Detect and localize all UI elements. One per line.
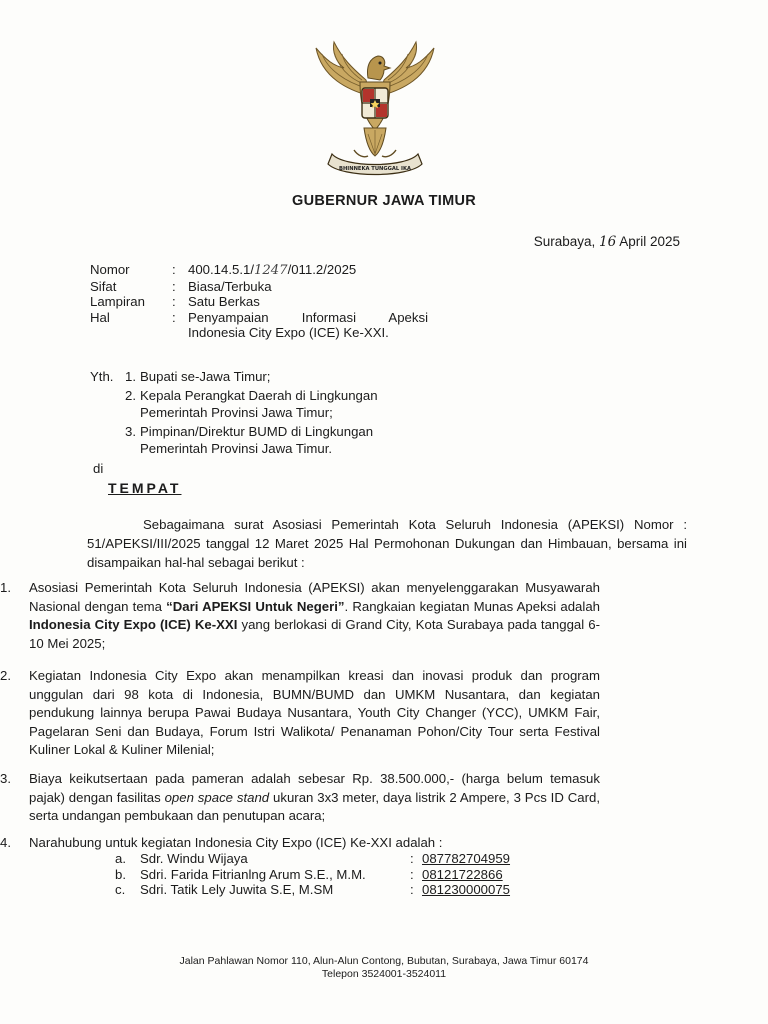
point-text: Kegiatan Indonesia City Expo akan menampilkan kreasi dan inovasi produk dan program unggulan dari 98 kota di Indonesia, BUMN/BUMD dan UMKM Nusantara, dan kegiatan pendukung lainnya berupa Pawai Budaya Nusantara, Youth City Changer (YCC), UMKM Fair, Pagelaran Seni dan Budaya, Forum Istri Walikota/ Penanaman Pohon/City Tour serta Festival Kuliner Lokal & Kuliner Milenial;: [29, 668, 600, 757]
addressee-number: 3.: [125, 424, 136, 439]
handwritten-number: 1247: [254, 263, 288, 278]
addressee-line: Pemerintah Provinsi Jawa Timur;: [140, 405, 333, 420]
italic-term: open space stand: [164, 789, 270, 805]
point-text-part: Asosiasi Pemerintah Kota Seluruh Indonesia (APEKSI) akan menyelenggarakan Musyawarah Nasional dengan tema: [29, 580, 600, 614]
place: Surabaya,: [533, 234, 596, 249]
point-2: [0, 667, 600, 760]
addressee-text: [140, 423, 460, 457]
point-3: [0, 770, 600, 826]
month-year: April 2025: [619, 234, 680, 249]
contact-phone: 087782704959: [422, 851, 511, 866]
addressee-text: [140, 368, 460, 385]
contact-row: [115, 851, 510, 867]
contacts-list: [115, 851, 510, 898]
point-number: 2.: [0, 668, 11, 683]
nomor-suffix: /011.2/2025: [287, 262, 357, 277]
tempat-label: TEMPAT: [108, 480, 182, 496]
colon: :: [410, 866, 414, 882]
colon: :: [172, 278, 176, 294]
colon: :: [410, 882, 414, 897]
lampiran-label: Lampiran: [90, 294, 145, 309]
point-text-part: Biaya keikutsertaan pada pameran adalah sebesar Rp. 38.500.000,- (harga belum temasuk pajak) dengan fasilitas: [29, 771, 600, 805]
colon: :: [410, 851, 414, 866]
point-number: 3.: [0, 771, 11, 786]
letter-metadata: [90, 262, 428, 341]
point-number: 4.: [0, 835, 11, 850]
di-label: di: [93, 461, 104, 476]
colon: :: [172, 262, 176, 277]
event-bold: Indonesia City Expo (ICE) Ke-XXI: [29, 617, 238, 632]
meta-row-hal: [90, 310, 428, 326]
addressee-item: [90, 368, 460, 385]
theme-bold: “Dari APEKSI Untuk Negeri”: [166, 598, 345, 614]
point-1: [0, 579, 600, 653]
point-text: Narahubung untuk kegiatan Indonesia City Expo (ICE) Ke-XXI adalah :: [29, 835, 443, 850]
point-number: 1.: [0, 580, 11, 595]
contact-phone: 081230000075: [422, 882, 511, 897]
addressee-text: [140, 387, 460, 421]
addressee-line: Pemerintah Provinsi Jawa Timur.: [140, 441, 333, 456]
hal-value-line2: Indonesia City Expo (ICE) Ke-XXI.: [188, 325, 389, 340]
addressee-item: [90, 423, 460, 457]
intro-paragraph: Sebagaimana surat Asosiasi Pemerintah Kota Seluruh Indonesia (APEKSI) Nomor : 51/APEKSI/III/2025 tanggal 12 Maret 2025 Hal Permohonan Dukungan dan Himbauan, bersama ini disampaikan hal-hal sebagai berikut :: [87, 517, 687, 570]
contact-row: [115, 867, 510, 883]
contact-row: [115, 882, 510, 898]
lampiran-value: Satu Berkas: [188, 294, 260, 309]
meta-row-lampiran: [90, 294, 428, 310]
addressee-item: [90, 387, 460, 421]
meta-row-hal-cont: [90, 325, 428, 341]
sifat-value: Biasa/Terbuka: [188, 278, 272, 294]
contact-label: b.: [115, 866, 126, 882]
contact-name: Sdri. Tatik Lely Juwita S.E, M.SM: [140, 882, 334, 897]
hal-value-line1: Penyampaian Informasi Apeksi: [188, 309, 428, 325]
addressee-line: Pimpinan/Direktur BUMD di Lingkungan: [140, 424, 374, 439]
point-text-part: yang berlokasi di Grand City, Kota Surabaya pada tanggal 6-10 Mei 2025;: [29, 617, 600, 651]
footer-address: Jalan Pahlawan Nomor 110, Alun-Alun Contong, Bubutan, Surabaya, Jawa Timur 60174: [179, 955, 589, 967]
contact-label: a.: [115, 851, 126, 866]
meta-row-sifat: [90, 279, 428, 295]
nomor-label: Nomor: [90, 262, 130, 277]
contact-phone: 08121722866: [422, 866, 503, 882]
handwritten-day: 16: [599, 234, 617, 250]
contact-label: c.: [115, 882, 126, 897]
point-4: [0, 834, 600, 853]
addressees: [90, 368, 460, 459]
yth-label: Yth.: [90, 369, 114, 384]
colon: :: [172, 294, 176, 309]
addressee-number: 2.: [125, 388, 136, 403]
colon: :: [172, 309, 176, 325]
point-text: [29, 770, 600, 826]
addressee-line: Bupati se-Jawa Timur;: [140, 369, 271, 384]
meta-row-nomor: [90, 262, 428, 279]
place-date: [534, 234, 680, 250]
hal-label: Hal: [90, 309, 110, 325]
point-text-part: . Rangkaian kegiatan Munas Apeksi adalah: [344, 598, 600, 614]
sifat-label: Sifat: [90, 278, 117, 294]
addressee-line: Kepala Perangkat Daerah di Lingkungan: [140, 388, 378, 403]
footer-phone: Telepon 3524001-3524011: [321, 968, 447, 980]
emblem-motto: BHINNEKA TUNGGAL IKA: [339, 166, 411, 172]
nomor-prefix: 400.14.5.1/: [188, 262, 254, 277]
contact-name: Sdri. Farida Fitrianlng Arum S.E., M.M.: [140, 866, 366, 882]
addressee-number: 1.: [125, 369, 136, 384]
garuda-emblem-icon: [304, 38, 446, 178]
point-text-part: ukuran 3x3 meter, daya listrik 2 Ampere, 3 Pcs ID Card, serta undangan pembukaan dan penutupan acara;: [29, 789, 600, 823]
contact-name: Sdr. Windu Wijaya: [140, 851, 248, 866]
letterhead-footer: [0, 955, 768, 981]
governor-title: GUBERNUR JAWA TIMUR: [292, 193, 476, 209]
point-text: [29, 579, 600, 653]
nomor-value: [188, 262, 428, 279]
